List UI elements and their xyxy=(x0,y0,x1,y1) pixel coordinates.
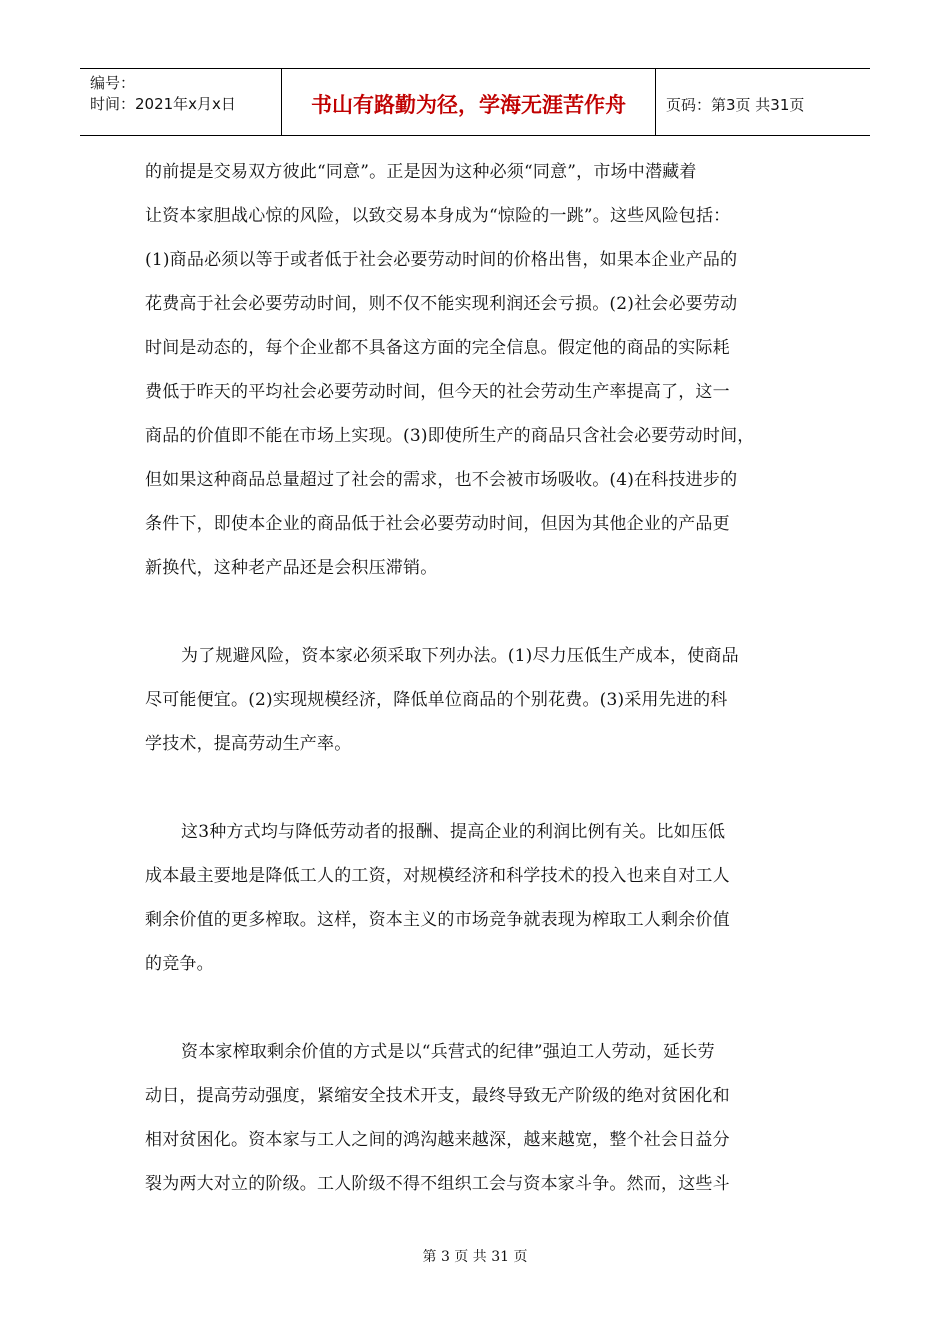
page-footer: 第 3 页 共 31 页 xyxy=(422,1249,528,1265)
page-header xyxy=(80,68,870,136)
header-page-info: 页码：第3页 共31页 xyxy=(666,95,805,114)
document-body xyxy=(145,150,805,1206)
document-date: 时间：2021年x月x日 xyxy=(90,95,236,113)
paragraph-3: 这3种方式均与降低劳动者的报酬、提高企业的利润比例有关。比如压低 成本最主要地是降低工人的工资，对规模经济和科学技术的投入也来自对工人 剩余价值的更多榨取。这样，资本主义的市场竞争就表现为榨取工人剩余价值 的竞争。 xyxy=(145,822,730,974)
paragraph-4: 资本家榨取剩余价值的方式是以“兵营式的纪律”强迫工人劳动，延长劳 动日，提高劳动强度，紧缩安全技术开支，最终导致无产阶级的绝对贫困化和 相对贫困化。资本家与工人之间的鸿沟越来越深，越来越宽，整个社会日益分 裂为两大对立的阶级。工人阶级不得不组织工会与资本家斗争。然而，这些斗 xyxy=(145,1042,730,1194)
paragraph-2: 为了规避风险，资本家必须采取下列办法。(1)尽力压低生产成本，使商品 尽可能便宜。(2)实现规模经济，降低单位商品的个别花费。(3)采用先进的科 学技术，提高劳动生产率。 xyxy=(145,646,739,754)
document-number-label: 编号： xyxy=(90,74,136,92)
header-meta xyxy=(80,69,282,135)
header-motto: 书山有路勤为径，学海无涯苦作舟 xyxy=(282,69,656,135)
paragraph-1: 的前提是交易双方彼此“同意”。正是因为这种必须“同意”，市场中潜藏着 让资本家胆战心惊的风险，以致交易本身成为“惊险的一跳”。这些风险包括： (1)商品必须以等于或者低于社会必要劳动时间的价格出售，如果本企业产品的 花费高于社会必要劳动时间，则不仅不能实现利润还会亏损。(2)社会必要劳动 时间是动态的，每个企业都不具备这方面的完全信息。假定他的商品的实际耗 费低于昨天的平均社会必要劳动时间，但今天的社会劳动生产率提高了，这一 商品的价值即不能在市场上实现。(3)即使所生产的商品只含社会必要劳动时间， 但如果这种商品总量超过了社会的需求，也不会被市场吸收。(4)在科技进步的 条件下，即使本企业的商品低于社会必要劳动时间，但因为其他企业的产品更 新换代，这种老产品还是会积压滞销。 xyxy=(145,162,755,578)
